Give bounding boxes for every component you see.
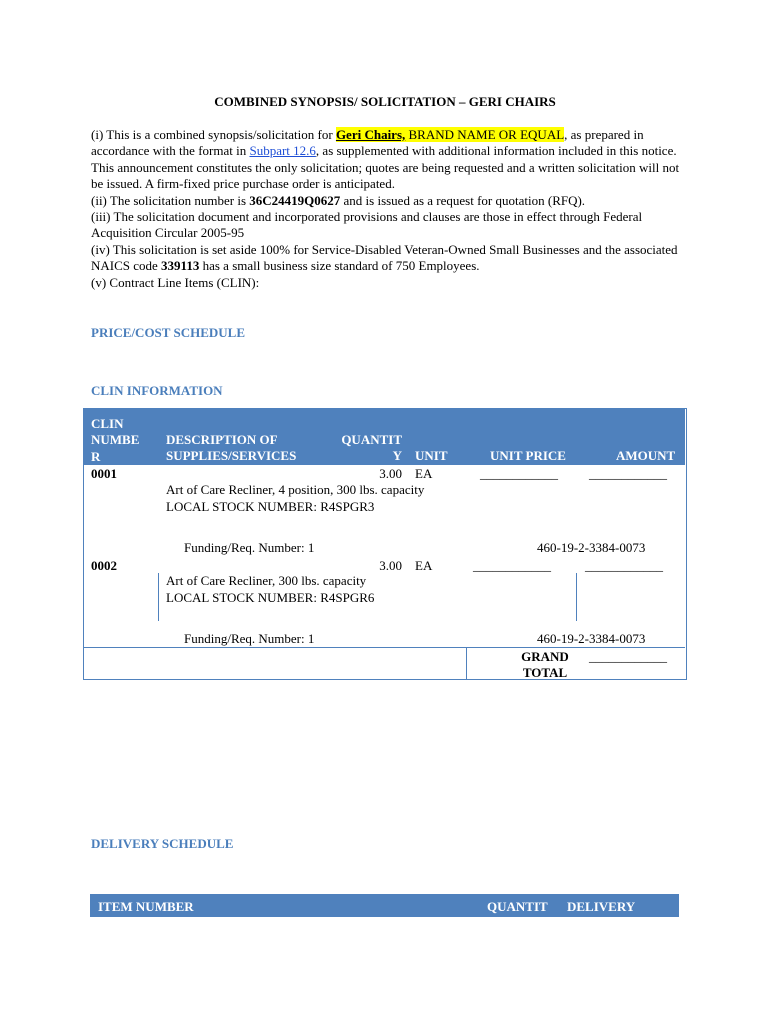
- header-unit: UNIT: [415, 448, 448, 463]
- para-ii-prefix: (ii) The solicitation number is: [91, 192, 250, 208]
- row-unit: EA: [415, 558, 433, 573]
- para-i-middle: , as prepared in accordance with the format in: [91, 127, 644, 159]
- header-unit-price: UNIT PRICE: [490, 448, 566, 463]
- account-number: 460-19-2-3384-0073: [537, 631, 646, 646]
- grand-total-label: [514, 649, 576, 680]
- funding-number: Funding/Req. Number: 1: [184, 540, 315, 555]
- item-description: Art of Care Recliner, 300 lbs. capacity: [166, 573, 367, 588]
- solicitation-number: 36C24419Q0627: [249, 192, 341, 208]
- header-item-number: ITEM NUMBER: [98, 899, 194, 914]
- unit-price-blank: ____________: [473, 558, 551, 573]
- clin-table: [83, 408, 687, 680]
- header-desc-line2: SUPPLIES/SERVICES: [166, 448, 297, 464]
- clin-table-header: [84, 409, 685, 465]
- unit-price-blank: ____________: [480, 466, 558, 481]
- row-divider-left: [158, 573, 159, 621]
- header-quantity: [337, 432, 402, 465]
- paragraph-i: [91, 127, 686, 193]
- brand-note: BRAND NAME OR EQUAL: [405, 127, 565, 142]
- row-unit: EA: [415, 466, 433, 481]
- grand-total-blank: ____________: [589, 649, 667, 664]
- delivery-table-header: [90, 894, 679, 917]
- product-name: Geri Chairs,: [335, 127, 406, 142]
- header-amount: AMOUNT: [616, 448, 676, 463]
- clin-number: 0001: [91, 466, 117, 481]
- paragraph-ii: [91, 193, 686, 209]
- para-ii-suffix: and is issued as a request for quotation (RFQ).: [340, 192, 586, 208]
- header-desc-line1: DESCRIPTION OF: [166, 432, 278, 447]
- header-clin-line2: NUMBE: [91, 432, 140, 448]
- para-iv-prefix: (iv) This solicitation is set aside 100% for Service-Disabled Veteran-Owned Small Businesses and the associated NAICS code: [91, 241, 678, 274]
- document-title: COMBINED SYNOPSIS/ SOLICITATION – GERI CHAIRS: [214, 94, 556, 109]
- price-cost-schedule-heading: PRICE/COST SCHEDULE: [91, 325, 245, 340]
- local-stock-number: LOCAL STOCK NUMBER: R4SPGR6: [166, 590, 375, 605]
- para-iv-suffix: has a small business size standard of 750 Employees.: [199, 258, 480, 274]
- naics-code: 339113: [161, 258, 200, 274]
- funding-number: Funding/Req. Number: 1: [184, 631, 315, 646]
- clin-number: 0002: [91, 558, 117, 573]
- delivery-schedule-heading: DELIVERY SCHEDULE: [91, 836, 234, 851]
- row-divider-right: [576, 573, 577, 621]
- paragraph-v: (v) Contract Line Items (CLIN):: [91, 274, 260, 290]
- header-description: [166, 432, 296, 465]
- header-clin-line1: CLIN: [91, 416, 124, 431]
- para-i-prefix: (i) This is a combined synopsis/solicitation for: [91, 127, 336, 142]
- grand-total-line1: GRAND: [521, 649, 569, 664]
- amount-blank: ____________: [589, 466, 667, 481]
- paragraph-iii: (iii) The solicitation document and incorporated provisions and clauses are those in effect through Federal Acquisition Circular 2005-95: [91, 209, 643, 241]
- grand-total-line2: TOTAL: [522, 664, 568, 680]
- para-i-suffix: , as supplemented with additional information included in this notice. This announcement constitutes the only solicitation; quotes are being requested and a written solicitation will not be issued. A firm-fixed price purchase order is anticipated.: [91, 143, 680, 192]
- amount-blank: ____________: [585, 558, 663, 573]
- account-number: 460-19-2-3384-0073: [537, 540, 646, 555]
- header-delivery-quantity: QUANTIT: [487, 899, 548, 914]
- clin-information-heading: CLIN INFORMATION: [91, 383, 223, 398]
- paragraph-iv: [91, 242, 686, 275]
- grand-total-divider: [84, 647, 685, 648]
- highlighted-product: [336, 127, 564, 142]
- header-clin-line3: R: [91, 448, 101, 464]
- row-quantity: 3.00: [379, 558, 402, 573]
- header-qty-line2: Y: [392, 448, 402, 464]
- grand-total-column-divider: [466, 647, 467, 679]
- item-description: Art of Care Recliner, 4 position, 300 lbs. capacity: [166, 482, 425, 497]
- header-clin-number: [91, 416, 139, 465]
- solicitation-text: [91, 127, 686, 291]
- header-qty-line1: QUANTIT: [341, 432, 402, 447]
- row-quantity: 3.00: [379, 466, 402, 481]
- header-delivery: DELIVERY: [567, 899, 636, 914]
- subpart-link[interactable]: Subpart 12.6: [249, 143, 316, 159]
- local-stock-number: LOCAL STOCK NUMBER: R4SPGR3: [166, 499, 375, 514]
